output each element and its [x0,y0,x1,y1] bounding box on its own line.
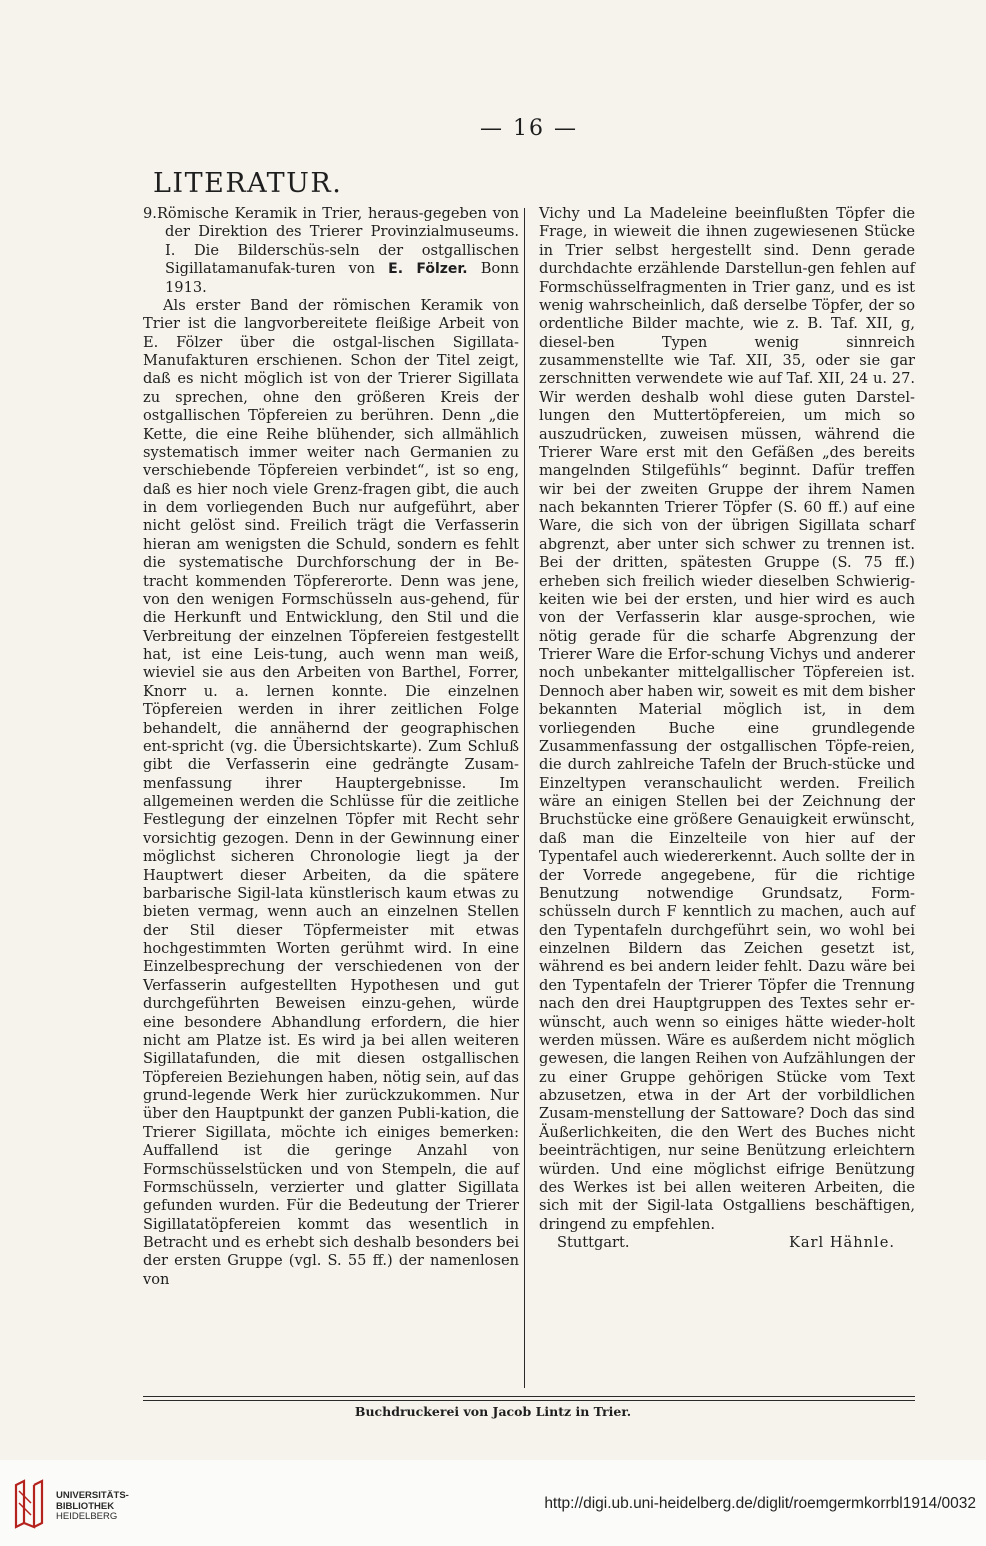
footer-rule-bottom [143,1400,915,1401]
right-column [539,205,915,1252]
entry-number: 9. [143,205,157,222]
library-name [56,1491,129,1523]
left-column [143,205,519,1289]
entry-title: Römische Keramik in Trier, heraus-gegeben von der Direktion des Trierer Provinzialmuseums. I. Die Bilderschüs-seln der ostgallischen Sigillatamanufak-turen von [156,205,519,278]
page-number: — 16 — [480,116,578,141]
entry-publication: Bonn 1913. [165,260,520,296]
library-line-2: BIBLIOTHEK [56,1500,115,1512]
signature-place: Stuttgart. [557,1234,630,1251]
signature-name: Karl Hähnle. [788,1234,895,1251]
right-body-text: Vichy und La Madeleine beeinflußten Töpfer die Frage, in wieweit die ihnen zugewiesenen Stücke in Trier selbst hergestellt sind. Denn gerade durchdachte erzählende Darstellun-gen fehlen auf Formschüsselfragmenten in Trier ganz, und es ist wenig wahrscheinlich, daß derselbe Töpfer, der so ordentliche Bilder machte, wie z. B. Taf. XII, g, diesel-ben Typen wenig sinnreich zusammenstellte wie Taf. XII, 35, oder sie gar zerschnitten verwendete wie auf Taf. XII, 24 u. 27. Wir werden deshalb wohl diese guten Darstel-lungen den Muttertöpfereien, um mich so auszudrücken, zuweisen müssen, während die Trierer Ware erst mit den Gefäßen „des bereits mangelnden Stilgefühls“ beginnt. Dafür treffen wir bei der zweiten Gruppe der ihrem Namen nach bekannten Trierer Töpfer (S. 60 ff.) auf eine Ware, die sich von der übrigen Sigillata scharf abgrenzt, aber unter sich schwer zu trennen ist. Bei der dritten, spätesten Gruppe (S. 75 ff.) erheben sich freilich wieder dieselben Schwierig-keiten wie bei der ersten, und hier wird es auch von der Verfasserin klar ausge-sprochen, wie nötig gerade für die scharfe Abgrenzung der Trierer Ware die Erfor-schung Vichys und anderer noch unbekanter mittelgallischer Töpfereien ist. Dennoch aber haben wir, soweit es mit dem bisher bekannten Material möglich ist, in dem vorliegenden Buche eine grundlegende Zusammenfassung der ostgallischen Töpfe-reien, die durch zahlreiche Tafeln der Bruch-stücke und Einzeltypen veranschaulicht werden. Freilich wäre an einigen Stellen bei der Zeichnung der Bruchstücke eine größere Genauigkeit erwünscht, daß man die Einzelteile von hier auf der Typentafel auch wiedererkennt. Auch sollte der in der Vorrede angegebene, für die richtige Benutzung notwendige Grundsatz, Form-schüsseln durch F kenntlich zu machen, auch auf den Typentafeln durchgeführt sein, wo wohl bei einzelnen Bildern das Zeichen gesetzt ist, während es bei andern leider fehlt. Dazu wäre bei den Typentafeln der Trierer Töpfer die Trennung nach den drei Hauptgruppen des Textes sehr er-wünscht, auch wenn so einiges hätte wieder-holt werden müssen. Wäre es außerdem nicht möglich gewesen, die langen Reihen von Aufzählungen der zu einer Gruppe gehörigen Stücke vom Text abzusetzen, etwa in der Art der vorbildlichen Zusam-menstellung der Sattoware? Doch das sind Äußerlichkeiten, die den Wert des Buches nicht beeinträchtigen, nur seine Benützung erleichtern würden. Und eine möglichst eifrige Benützung des Werkes ist bei allen weiteren Arbeiten, die sich mit der Sigil-lata Ostgalliens beschäftigen, dringend zu empfehlen. [539,205,915,1233]
library-logo-icon[interactable] [10,1477,46,1531]
left-body-text: Als erster Band der römischen Keramik von Trier ist die langvorbereitete fleißige Arbeit von E. Fölzer über die ostgal-lischen Sigillata-Manufakturen erschienen. Schon der Titel zeigt, daß es nicht möglich ist von der Trierer Sigillata zu sprechen, ohne den größeren Kreis der ostgallischen Töpfereien zu berühren. Denn „die Kette, die eine Reihe blühender, sich allmählich systematisch immer weiter nach Germanien zu verschiebende Töpfereien verbindet“, ist so eng, daß es hier noch viele Grenz-fragen gibt, die auch in dem vorliegenden Buch nur aufgeführt, aber nicht gelöst sind. Freilich trägt die Verfasserin hieran am wenigsten die Schuld, sondern es fehlt die systematische Durchforschung der in Be-tracht kommenden Töpfererorte. Denn was jene, von den wenigen Formschüsseln aus-gehend, für die Herkunft und Entwicklung, den Stil und die Verbreitung der einzelnen Töpfereien festgestellt hat, ist eine Leis-tung, auch wenn man weiß, wieviel sie aus den Arbeiten von Barthel, Forrer, Knorr u. a. lernen konnte. Die einzelnen Töpfereien werden in ihrer zeitlichen Folge behandelt, die annähernd der geographischen ent-spricht (vg. die Übersichtskarte). Zum Schluß gibt die Verfasserin eine gedrängte Zusam-menfassung ihrer Hauptergebnisse. Im allgemeinen werden die Schlüsse für die zeitliche Festlegung der einzelnen Töpfer mit Recht sehr vorsichtig gezogen. Denn in der Gewinnung einer möglichst sicheren Chronologie liegt ja der Hauptwert dieser Arbeiten, da die spätere barbarische Sigil-lata künstlerisch kaum etwas zu bieten vermag, wenn auch an einzelnen Stellen der Stil dieser Töpfermeister mit etwas hochgestimmten Worten gerühmt wird. In eine Einzelbesprechung der verschiedenen von der Verfasserin aufgestellten Hypothesen und gut durchgeführten Beweisen einzu-gehen, würde eine besondere Abhandlung erfordern, die hier nicht am Platze ist. Es wird ja bei allen weiteren Sigillatafunden, die mit diesen ostgallischen Töpfereien Beziehungen haben, nötig sein, auf das grund-legende Werk hier zurückzukommen. Nur über den Hauptpunkt der ganzen Publi-kation, die Trierer Sigillata, möchte ich einiges bemerken: Auffallend ist die geringe Anzahl von Formschüsselstücken und von Stempeln, die auf Formschüsseln, verzierter und glatter Sigillata gefunden wurden. Für die Bedeutung der Trierer Sigillatatöpfereien kommt das wesentlich in Betracht und es erhebt sich deshalb besonders bei der ersten Gruppe (vgl. S. 55 ff.) der namenlosen von [143,296,519,1288]
printer-imprint: Buchdruckerei von Jacob Lintz in Trier. [354,1404,632,1419]
column-divider [524,208,525,1388]
signature-line [539,1234,915,1252]
library-line-3: HEIDELBERG [56,1511,118,1522]
entry-heading [143,205,519,297]
author-name: E. Fölzer. [388,261,468,278]
library-line-1: UNIVERSITÄTS- [56,1490,129,1501]
footer-rule-top [143,1396,915,1397]
source-url-link[interactable]: http://digi.ub.uni-heidelberg.de/diglit/roemgermkorrbl1914/0032 [544,1495,976,1512]
section-heading: LITERATUR. [153,168,343,199]
